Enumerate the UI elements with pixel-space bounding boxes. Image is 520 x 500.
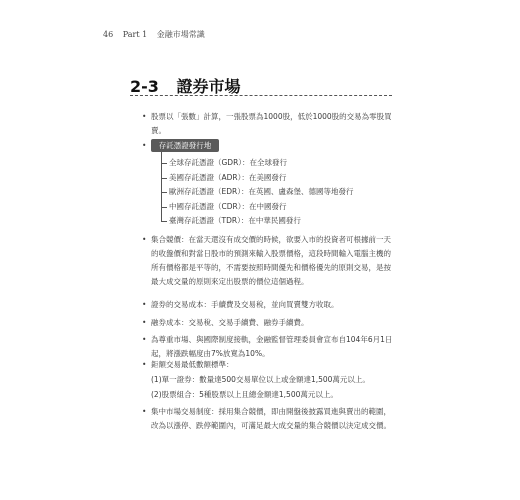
bullet-dot: • <box>142 318 147 327</box>
tree-item <box>161 185 353 199</box>
tree-tick <box>161 192 167 193</box>
tree-item <box>161 214 301 228</box>
tree-item <box>161 156 287 170</box>
bullet-item <box>142 405 397 433</box>
bullet-dot: • <box>142 360 147 369</box>
bullet-dot: • <box>142 235 147 244</box>
tree-item-text: 中國存託憑證（CDR）：在中國發行 <box>169 202 287 211</box>
block-trade-single: (1)單一證券：數量達500交易單位以上或金額達1,500萬元以上。 <box>151 375 370 384</box>
tree-item <box>161 171 286 185</box>
tree-item-text: 臺灣存託憑證（TDR）：在中華民國發行 <box>169 216 301 225</box>
bullet-text: 鉅額交易最低數額標準： <box>151 360 234 369</box>
part-label: Part 1 <box>122 30 148 39</box>
bullet-text: 融券成本：交易稅、交易手續費、融券手續費。 <box>151 318 309 327</box>
tree-tick <box>161 221 167 222</box>
bullet-dot: • <box>142 407 147 416</box>
bullet-text: 股票以「張數」計算，一張股票為1000股，低於1000股的交易為零股買賣。 <box>151 112 392 135</box>
section-title: 證券市場 <box>176 77 241 96</box>
tree-tick <box>161 178 167 179</box>
section-heading <box>130 74 241 97</box>
bullet-dot: • <box>142 300 147 309</box>
bullet-item <box>142 333 397 361</box>
depositary-badge: 存託憑證發行地 <box>151 139 219 152</box>
page-number: 46 <box>103 30 114 39</box>
block-trade-portfolio: (2)股票組合：5種股票以上且總金額達1,500萬元以上。 <box>151 390 338 399</box>
tree-item-text: 美國存託憑證（ADR）：在美國發行 <box>169 173 287 182</box>
tree-tick <box>161 207 167 208</box>
bullet-item <box>142 316 397 330</box>
section-number: 2-3 <box>130 77 159 96</box>
heading-divider <box>130 95 392 96</box>
bullet-item <box>142 298 397 312</box>
tree-item-text: 全球存託憑證（GDR）：在全球發行 <box>169 158 288 167</box>
bullet-item <box>142 110 397 138</box>
running-head <box>103 29 212 40</box>
chapter-label: 金融市場常識 <box>156 30 205 39</box>
tree-item <box>161 200 286 214</box>
tree-tick <box>161 163 167 164</box>
bullet-dot: • <box>142 141 147 150</box>
bullet-text: 集合競價：在當天還沒有成交價的時候，欲要入市的投資者可根據前一天的收盤價和對當日股市的預測來輸入股票價格，這段時間輸入電腦主機的所有價格都是平等的，不需要按照時間優先和價格優先的原則交易，是按最大成交量的原則來定出股票的價位這個過程。 <box>151 235 391 286</box>
bullet-dot: • <box>142 112 147 121</box>
bullet-item <box>142 233 397 289</box>
bullet-text: 集中市場交易制度：採用集合競價，即由開盤後披露買進與賣出的範圍，改為以漲停、跌停範圍內，可滿足最大成交量的集合競價以決定成交價。 <box>151 407 391 430</box>
bullet-dot: • <box>142 335 147 344</box>
bullet-text: 證券的交易成本：手續費及交易稅，並向買賣雙方收取。 <box>151 300 339 309</box>
tree-item-text: 歐洲存託憑證（EDR）：在英國、盧森堡、德國等地發行 <box>169 187 354 196</box>
bullet-text: 為尊重市場、與國際制度接軌，金融監督管理委員會宣布自104年6月1日起，將漲跌幅度由7%放寬為10%。 <box>151 335 393 358</box>
bullet-item <box>142 358 397 372</box>
